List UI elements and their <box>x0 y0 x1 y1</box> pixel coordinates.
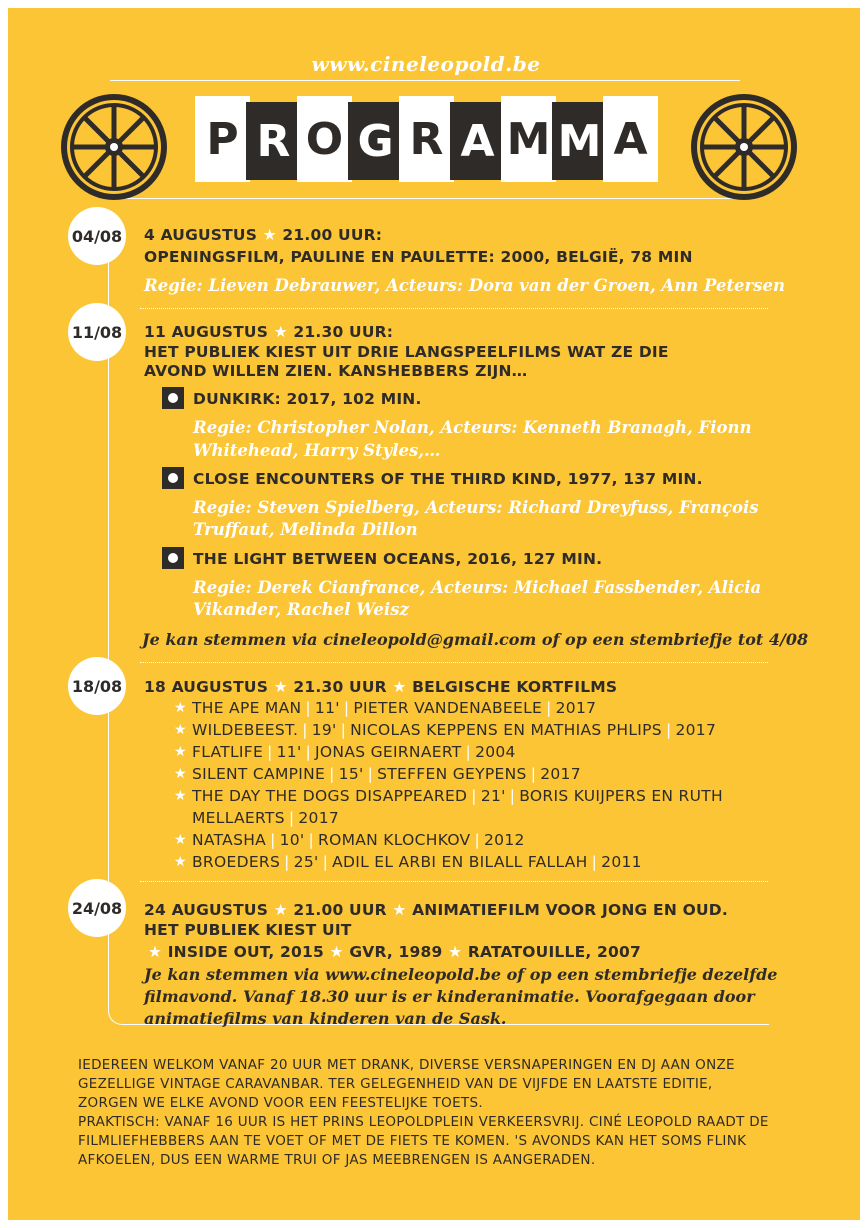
star-icon: ★ <box>174 832 187 848</box>
event-heading <box>144 901 728 919</box>
title-letter: A <box>450 102 505 180</box>
film-reel-icon <box>688 91 800 203</box>
footer-text: IEDEREEN WELKOM VANAF 20 UUR MET DRANK, DIVERSE VERSNAPERINGEN EN DJ AAN ONZE <box>78 1057 735 1073</box>
film-credits: Regie: Derek Cianfrance, Acteurs: Michael Fassbender, Alicia <box>193 578 762 597</box>
header-rule-top <box>110 80 740 81</box>
event-description: HET PUBLIEK KIEST UIT <box>144 921 352 939</box>
header-rule-bottom <box>110 198 740 199</box>
radio-bullet-icon <box>162 547 184 569</box>
star-icon: ★ <box>174 700 187 716</box>
divider <box>140 308 768 309</box>
star-icon: ★ <box>174 788 187 804</box>
film-title: THE LIGHT BETWEEN OCEANS, 2016, 127 MIN. <box>193 550 603 568</box>
event-date-text: 4 AUGUSTUS <box>144 226 258 244</box>
event-note: animatiefilms van kinderen van de Sask. <box>144 1009 507 1028</box>
event-note: Je kan stemmen via www.cineleopold.be of op een stembriefje dezelfde <box>144 965 778 984</box>
event-heading <box>144 678 617 696</box>
event-date-text: 11 AUGUSTUS <box>144 323 269 341</box>
footer-text: AFKOELEN, DUS EEN WARME TRUI OF JAS MEEBRENGEN IS AANGERADEN. <box>78 1152 596 1168</box>
title-letter: R <box>399 96 454 182</box>
footer-text: PRAKTISCH: VANAF 16 UUR IS HET PRINS LEOPOLDPLEIN VERKEERSVRIJ. CINÉ LEOPOLD RAADT DE <box>78 1114 769 1130</box>
date-badge: 24/08 <box>68 879 126 937</box>
divider <box>140 662 768 663</box>
list-item: THE APE MAN | 11' | PIETER VANDENABEELE | 2017 <box>192 699 597 717</box>
star-icon: ★ <box>273 678 288 696</box>
title-letter: M <box>501 96 556 182</box>
title-letter: R <box>246 102 301 180</box>
list-item: SILENT CAMPINE | 15' | STEFFEN GEYPENS | 2017 <box>192 765 581 783</box>
film-credits: Regie: Steven Spielberg, Acteurs: Richard Dreyfuss, François <box>193 498 759 517</box>
event-heading <box>144 226 382 244</box>
option: RATATOUILLE, 2007 <box>467 943 641 961</box>
star-icon: ★ <box>392 901 407 919</box>
film-reel-icon <box>58 91 170 203</box>
event-time: 21.30 UUR: <box>293 323 394 341</box>
star-icon: ★ <box>448 943 463 961</box>
star-icon: ★ <box>174 766 187 782</box>
star-icon: ★ <box>174 854 187 870</box>
event-description: HET PUBLIEK KIEST UIT DRIE LANGSPEELFILMS WAT ZE DIE <box>144 343 669 361</box>
title-letter: G <box>348 102 403 180</box>
option: GVR, 1989 <box>349 943 443 961</box>
vote-info: Je kan stemmen via cineleopold@gmail.com of op een stembriefje tot 4/08 <box>142 630 809 649</box>
date-badge: 18/08 <box>68 657 126 715</box>
title-letter: A <box>603 96 658 182</box>
radio-bullet-icon <box>162 467 184 489</box>
star-icon: ★ <box>148 943 163 961</box>
title-letter: M <box>552 102 607 180</box>
list-item: BROEDERS | 25' | ADIL EL ARBI EN BILALL FALLAH | 2011 <box>192 853 642 871</box>
event-date-text: 24 AUGUSTUS <box>144 901 269 919</box>
list-item: WILDEBEEST. | 19' | NICOLAS KEPPENS EN MATHIAS PHLIPS | 2017 <box>192 721 717 739</box>
date-badge: 11/08 <box>68 303 126 361</box>
star-icon: ★ <box>392 678 407 696</box>
option: INSIDE OUT, 2015 <box>167 943 324 961</box>
date-badge: 04/08 <box>68 207 126 265</box>
film-credits: Truffaut, Melinda Dillon <box>193 520 418 539</box>
film-credits: Whitehead, Harry Styles,… <box>193 441 441 460</box>
star-icon: ★ <box>174 722 187 738</box>
list-item-continued: MELLAERTS | 2017 <box>192 809 340 827</box>
film-credits: Regie: Lieven Debrauwer, Acteurs: Dora van der Groen, Ann Petersen <box>144 276 786 295</box>
radio-bullet-icon <box>162 387 184 409</box>
footer-text: GEZELLIGE VINTAGE CARAVANBAR. TER GELEGENHEID VAN DE VIJFDE EN LAATSTE EDITIE, <box>78 1076 713 1092</box>
event-date-text: 18 AUGUSTUS <box>144 678 269 696</box>
event-description: AVOND WILLEN ZIEN. KANSHEBBERS ZIJN… <box>144 362 528 380</box>
footer-text: ZORGEN WE ELKE AVOND VOOR EEN FEESTELIJKE TOETS. <box>78 1095 483 1111</box>
title-letter: O <box>297 96 352 182</box>
website-url[interactable]: www.cineleopold.be <box>311 52 541 76</box>
event-time: 21.00 UUR: <box>282 226 383 244</box>
film-title: DUNKIRK: 2017, 102 MIN. <box>193 390 422 408</box>
title-letter: P <box>195 96 250 182</box>
star-icon: ★ <box>262 226 277 244</box>
event-note: filmavond. Vanaf 18.30 uur is er kinderanimatie. Voorafgegaan door <box>144 987 755 1006</box>
list-item: FLATLIFE | 11' | JONAS GEIRNAERT | 2004 <box>192 743 516 761</box>
film-title: CLOSE ENCOUNTERS OF THE THIRD KIND, 1977, 137 MIN. <box>193 470 703 488</box>
divider <box>140 881 768 882</box>
film-credits: Regie: Christopher Nolan, Acteurs: Kenneth Branagh, Fionn <box>193 418 752 437</box>
list-item: NATASHA | 10' | ROMAN KLOCHKOV | 2012 <box>192 831 525 849</box>
footer-text: FILMLIEFHEBBERS AAN TE VOET OF MET DE FIETS TE KOMEN. 'S AVONDS KAN HET SOMS FLINK <box>78 1133 747 1149</box>
event-heading <box>144 323 393 341</box>
event-time: 21.00 UUR <box>293 901 387 919</box>
event-time: 21.30 UUR <box>293 678 387 696</box>
star-icon: ★ <box>273 323 288 341</box>
event-theme: ANIMATIEFILM VOOR JONG EN OUD. <box>412 901 728 919</box>
list-item: THE DAY THE DOGS DISAPPEARED | 21' | BORIS KUIJPERS EN RUTH <box>192 787 723 805</box>
event-description: OPENINGSFILM, PAULINE EN PAULETTE: 2000, BELGIË, 78 MIN <box>144 248 693 266</box>
star-icon: ★ <box>329 943 344 961</box>
film-credits: Vikander, Rachel Weisz <box>193 600 409 619</box>
star-icon: ★ <box>273 901 288 919</box>
vote-options <box>148 943 641 961</box>
star-icon: ★ <box>174 744 187 760</box>
event-theme: BELGISCHE KORTFILMS <box>412 678 618 696</box>
